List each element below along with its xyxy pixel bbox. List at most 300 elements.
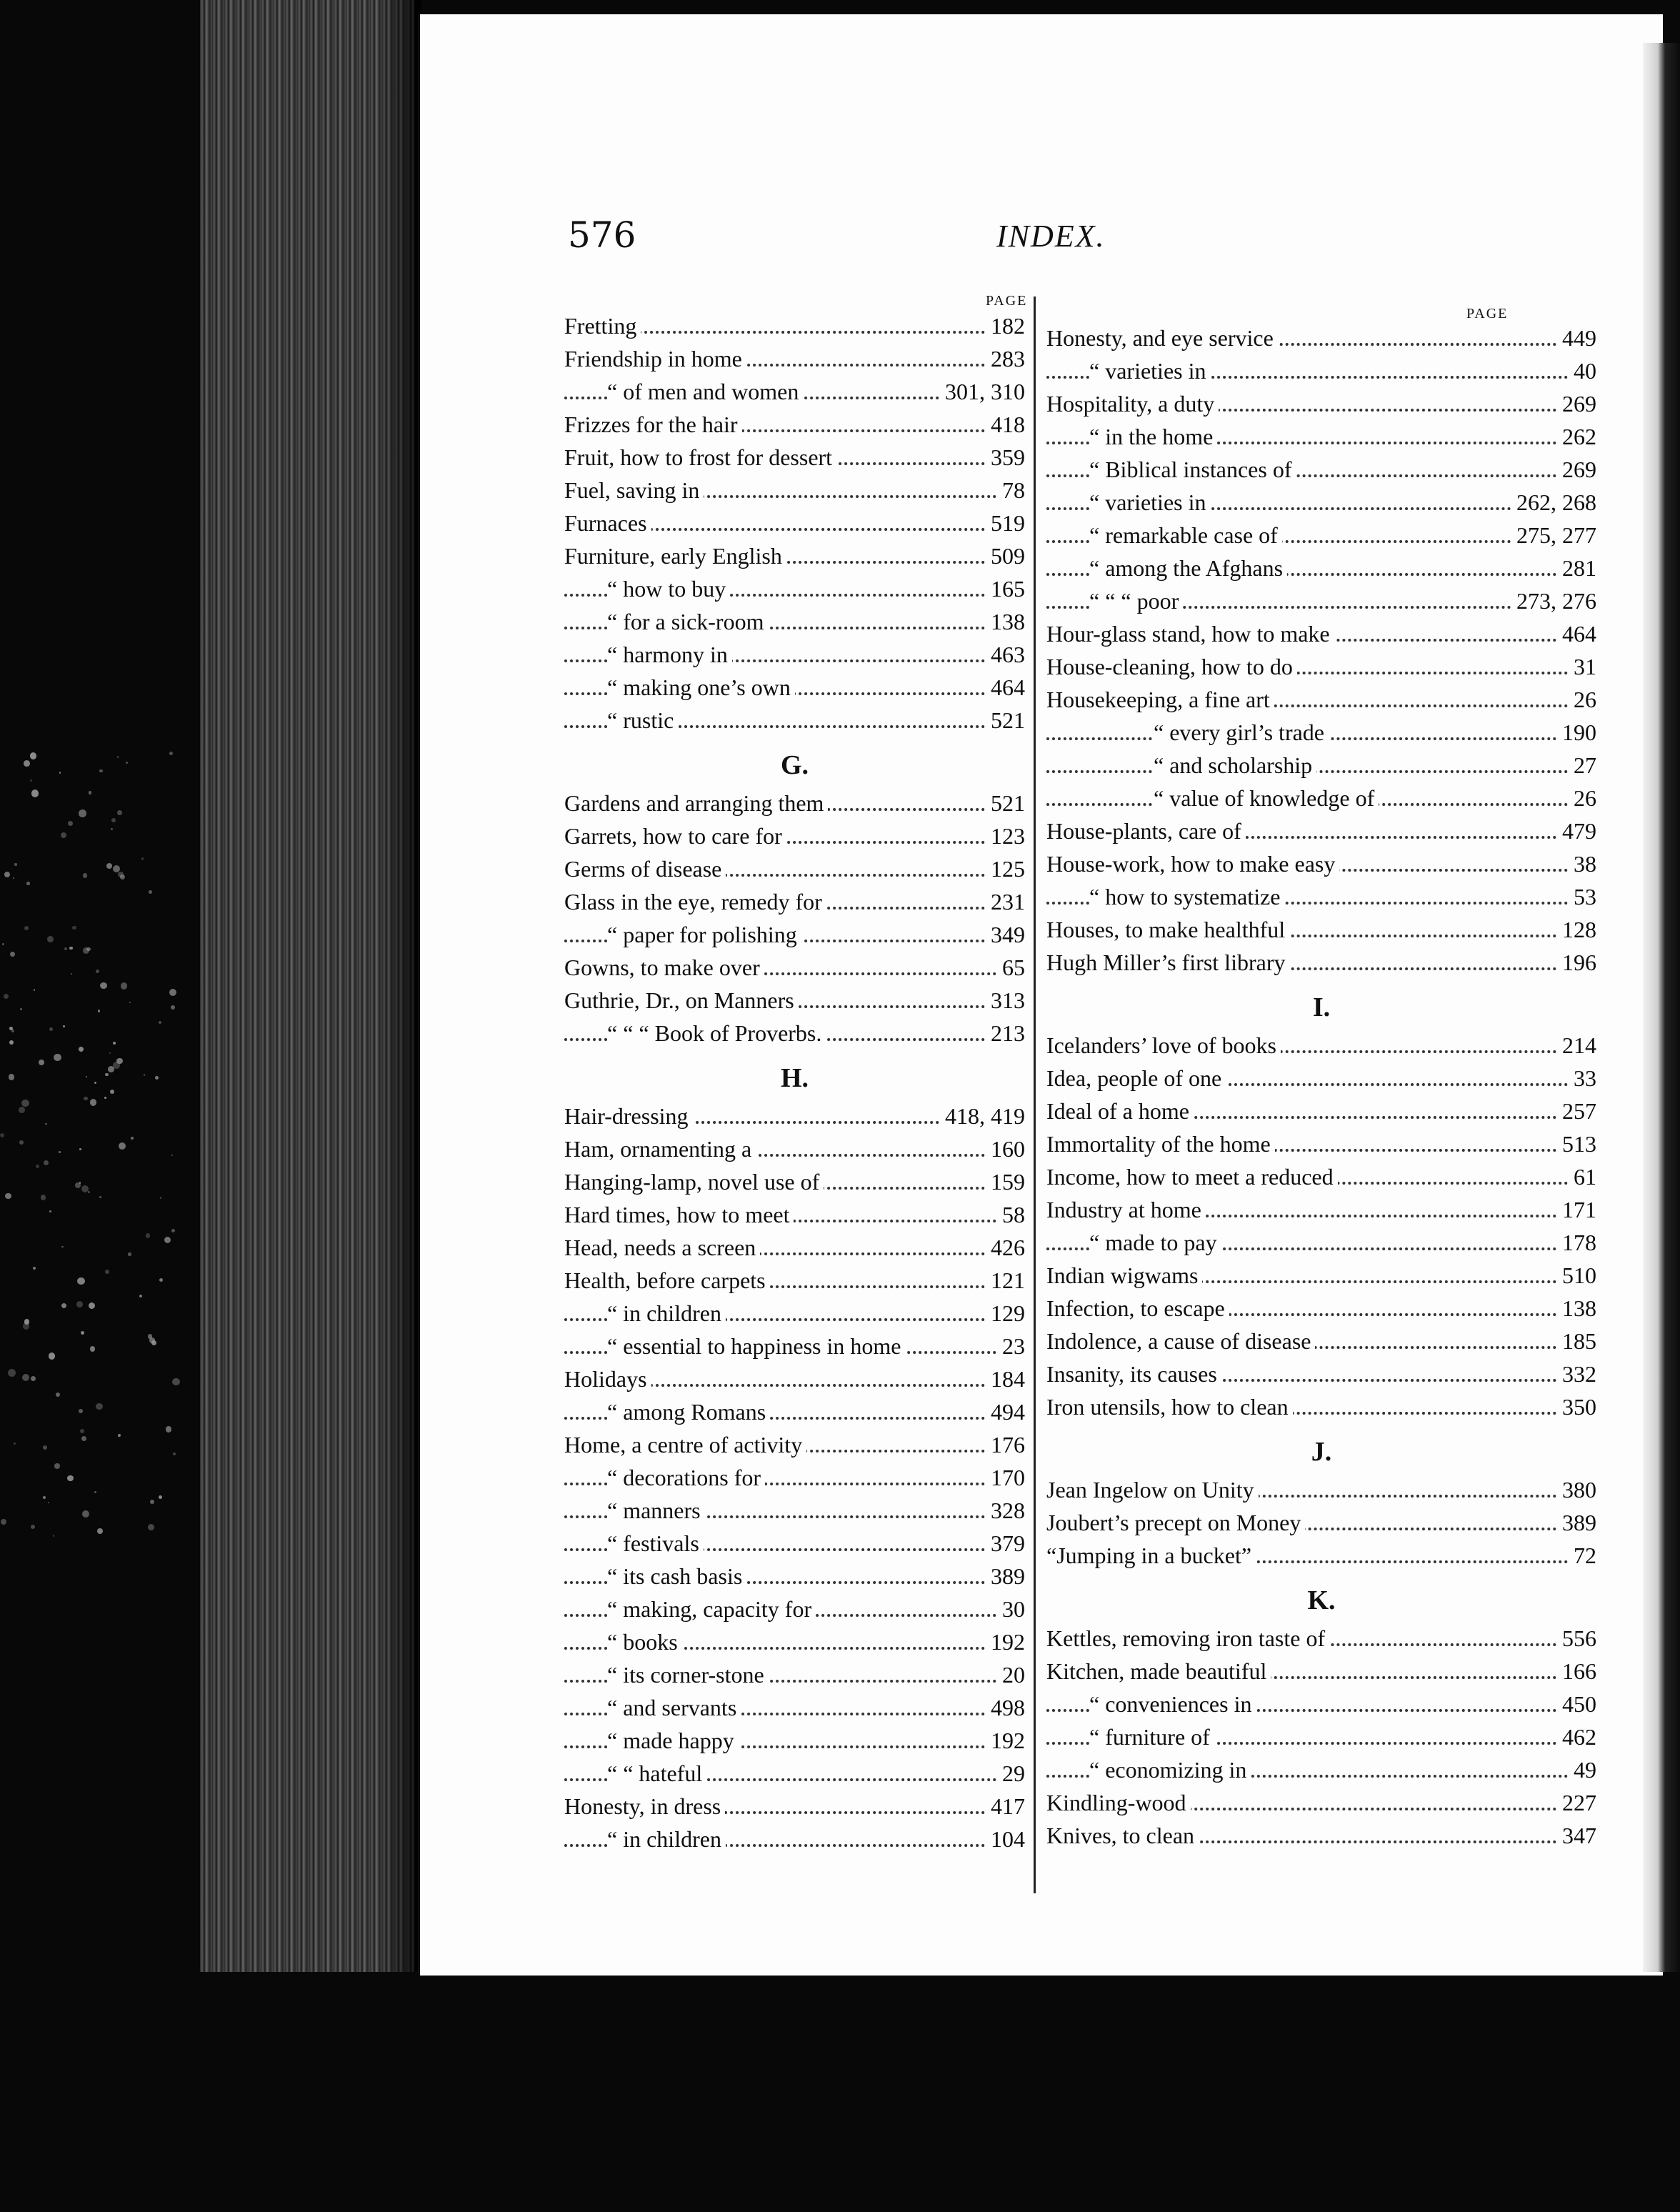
- index-entry-page: 418, 419: [941, 1100, 1025, 1132]
- scan-speck: [31, 1525, 35, 1529]
- letter-heading: K.: [1307, 1585, 1336, 1615]
- index-entry-text: “ in children: [607, 1823, 726, 1855]
- index-entry: [1046, 617, 1596, 650]
- index-entry: [564, 671, 1025, 704]
- scan-speck: [34, 989, 35, 990]
- index-entry-page: 313: [986, 984, 1025, 1017]
- scan-speck: [149, 1337, 155, 1343]
- scan-speck: [159, 1278, 163, 1282]
- index-entry: [564, 605, 1025, 638]
- scan-speck: [5, 1193, 11, 1199]
- scan-speck: [77, 1277, 85, 1285]
- index-entry: [564, 1461, 1025, 1494]
- index-entry-text: Jean Ingelow on Unity: [1046, 1473, 1259, 1506]
- scan-speck: [171, 1229, 175, 1232]
- index-entry-page: 27: [1569, 749, 1596, 782]
- scan-speck: [4, 994, 9, 1000]
- index-entry: [564, 1395, 1025, 1428]
- index-entry: [1046, 1473, 1596, 1506]
- index-entry-text: Hair-dressing: [564, 1100, 693, 1132]
- index-entry: [1046, 584, 1596, 617]
- scan-speck: [99, 1196, 101, 1198]
- index-entry-page: 513: [1558, 1127, 1596, 1160]
- index-entry-page: 257: [1558, 1095, 1596, 1127]
- scan-speck: [84, 1097, 87, 1100]
- index-entry-text: Knives, to clean: [1046, 1819, 1199, 1852]
- index-entry-page: 359: [986, 441, 1025, 474]
- index-entry-page: 40: [1569, 354, 1596, 387]
- scan-speck: [105, 1073, 109, 1077]
- index-entry-text: “ of men and women: [607, 375, 803, 408]
- index-entry-page: 521: [986, 704, 1025, 737]
- scan-speck: [4, 872, 10, 877]
- scan-speck: [47, 936, 54, 942]
- left-index-column: [564, 309, 1025, 1855]
- scan-speck: [21, 1100, 29, 1107]
- scan-speck: [61, 1303, 66, 1308]
- index-entry-page: 521: [986, 787, 1025, 819]
- scan-speck: [139, 1295, 142, 1297]
- scan-speck: [89, 791, 92, 794]
- index-entry-text: “ made happy: [607, 1724, 739, 1757]
- index-entry: [1046, 1292, 1596, 1325]
- index-entry: [564, 1494, 1025, 1527]
- index-entry-page: 61: [1569, 1160, 1596, 1193]
- index-entry: [1046, 1127, 1596, 1160]
- scan-speck: [56, 1393, 60, 1397]
- scan-speck: [155, 1076, 159, 1080]
- scan-speck: [113, 1042, 116, 1045]
- scan-speck: [94, 1082, 96, 1084]
- scan-speck: [0, 1133, 4, 1137]
- scan-speck: [19, 1107, 25, 1113]
- scan-speck: [99, 769, 103, 773]
- scan-speck: [9, 1074, 14, 1080]
- index-entry: [1046, 880, 1596, 913]
- index-entry: [564, 1757, 1025, 1790]
- index-entry: [1046, 1506, 1596, 1539]
- scan-speck: [61, 832, 66, 838]
- index-entry: [1046, 1786, 1596, 1819]
- index-entry-page: 23: [998, 1330, 1025, 1362]
- index-entry-page: 31: [1569, 650, 1596, 683]
- scan-speck: [59, 772, 61, 774]
- index-entry-text: Kettles, removing iron taste of: [1046, 1622, 1329, 1655]
- index-entry-page: 166: [1558, 1655, 1596, 1688]
- index-entry: [564, 1527, 1025, 1560]
- index-entry-text: Head, needs a screen: [564, 1231, 760, 1264]
- index-entry-page: 269: [1558, 387, 1596, 420]
- index-entry: [1046, 486, 1596, 519]
- index-entry-page: 192: [986, 1724, 1025, 1757]
- scan-speck: [79, 809, 86, 817]
- index-entry-text: “ varieties in: [1089, 486, 1210, 519]
- scan-speck: [20, 1008, 22, 1010]
- index-entry: [564, 1330, 1025, 1362]
- index-entry: [564, 1017, 1025, 1050]
- scan-speck: [94, 1491, 96, 1493]
- index-entry-page: 49: [1569, 1753, 1596, 1786]
- index-entry-page: 262, 268: [1512, 486, 1596, 519]
- index-entry: [1046, 1688, 1596, 1720]
- index-entry-page: 159: [986, 1165, 1025, 1198]
- index-entry-page: 464: [1558, 617, 1596, 650]
- index-entry-page: 29: [998, 1757, 1025, 1790]
- index-entry: [564, 951, 1025, 984]
- index-entry-page: 128: [1558, 913, 1596, 946]
- index-entry: [564, 441, 1025, 474]
- scan-speck: [117, 810, 121, 814]
- index-entry-text: Honesty, in dress: [564, 1790, 725, 1823]
- index-entry: [564, 885, 1025, 918]
- index-entry-text: “ varieties in: [1089, 354, 1210, 387]
- index-entry-page: 138: [986, 605, 1025, 638]
- scan-speck: [111, 828, 113, 830]
- index-entry-page: 380: [1558, 1473, 1596, 1506]
- index-entry-text: “ essential to happiness in home: [607, 1330, 905, 1362]
- scan-speck: [121, 982, 127, 989]
- index-entry: [1046, 1819, 1596, 1852]
- scan-speck: [26, 882, 29, 885]
- scan-speck: [169, 752, 173, 755]
- scan-speck: [128, 1252, 131, 1255]
- index-entry-page: 510: [1558, 1259, 1596, 1292]
- index-entry: [1046, 387, 1596, 420]
- index-entry-text: “ festivals: [607, 1527, 704, 1560]
- column-divider: [1034, 297, 1036, 1893]
- index-entry-text: “ rustic: [607, 704, 678, 737]
- scan-speck: [8, 1369, 16, 1377]
- index-entry-page: 350: [1558, 1390, 1596, 1423]
- scan-speck: [141, 857, 144, 860]
- scan-speck: [33, 1267, 36, 1270]
- scan-speck: [109, 1052, 111, 1055]
- index-entry-page: 283: [986, 342, 1025, 375]
- index-entry: [564, 704, 1025, 737]
- index-entry: [564, 1132, 1025, 1165]
- index-entry-page: 262: [1558, 420, 1596, 453]
- index-entry-text: “ and scholarship: [1154, 749, 1316, 782]
- index-entry-page: 449: [1558, 322, 1596, 354]
- index-entry: [1046, 1622, 1596, 1655]
- index-entry: [564, 342, 1025, 375]
- index-entry-text: Income, how to meet a reduced: [1046, 1160, 1338, 1193]
- scan-speck: [10, 952, 14, 956]
- index-entry-page: 379: [986, 1527, 1025, 1560]
- index-entry-page: 556: [1558, 1622, 1596, 1655]
- scan-speck: [96, 970, 99, 973]
- index-entry: [564, 787, 1025, 819]
- index-entry-text: Honesty, and eye service: [1046, 322, 1278, 354]
- scan-speck: [68, 821, 73, 826]
- letter-heading: H.: [780, 1063, 809, 1093]
- index-entry-page: 65: [998, 951, 1025, 984]
- index-entry: [564, 1593, 1025, 1625]
- scan-speck: [146, 1233, 151, 1238]
- scan-speck: [82, 1510, 89, 1518]
- scan-speck: [44, 1160, 49, 1165]
- scan-speck: [172, 1378, 179, 1385]
- scan-speck: [30, 779, 32, 782]
- scan-speck: [97, 1528, 103, 1534]
- scan-speck: [61, 1246, 64, 1248]
- index-entry-text: “ “ hateful: [607, 1757, 706, 1790]
- scan-speck: [90, 1099, 97, 1106]
- index-entry: [1046, 847, 1596, 880]
- index-entry-text: “ furniture of: [1089, 1720, 1214, 1753]
- index-entry-text: Ideal of a home: [1046, 1095, 1194, 1127]
- index-entry-page: 196: [1558, 946, 1596, 979]
- index-entry: [564, 1100, 1025, 1132]
- scan-speck: [63, 1025, 65, 1027]
- scan-speck: [59, 1151, 61, 1153]
- letter-heading: J.: [1311, 1437, 1332, 1467]
- scan-speck: [53, 1535, 54, 1536]
- index-entry: [1046, 1029, 1596, 1062]
- scan-speck: [98, 1010, 100, 1012]
- index-entry: [564, 1297, 1025, 1330]
- index-entry-text: “ decorations for: [607, 1461, 765, 1494]
- index-entry: [564, 1198, 1025, 1231]
- index-entry-page: 328: [986, 1494, 1025, 1527]
- page-right-edge: [1643, 43, 1680, 1972]
- index-entry-page: 26: [1569, 683, 1596, 716]
- index-entry-page: 426: [986, 1231, 1025, 1264]
- spine-shadow: [379, 0, 421, 1972]
- index-entry-text: Joubert’s precept on Money: [1046, 1506, 1305, 1539]
- index-entry: [564, 1823, 1025, 1855]
- index-entry-page: 26: [1569, 782, 1596, 814]
- index-entry: [564, 572, 1025, 605]
- index-entry-page: 176: [986, 1428, 1025, 1461]
- scan-speck: [131, 1137, 134, 1140]
- index-entry-page: 138: [1558, 1292, 1596, 1325]
- scan-speck: [54, 1054, 61, 1061]
- index-entry: [564, 1658, 1025, 1691]
- index-entry-text: Idea, people of one: [1046, 1062, 1226, 1095]
- index-entry: [564, 375, 1025, 408]
- index-entry: [564, 507, 1025, 539]
- index-entry-page: 347: [1558, 1819, 1596, 1852]
- index-entry: [1046, 354, 1596, 387]
- index-entry-text: “ “ “ Book of Proverbs.: [607, 1017, 826, 1050]
- index-entry-text: “ remarkable case of: [1089, 519, 1282, 552]
- index-entry-page: 58: [998, 1198, 1025, 1231]
- index-entry: [564, 1625, 1025, 1658]
- scan-speck: [49, 1352, 56, 1360]
- scan-speck: [13, 877, 15, 880]
- scan-speck: [11, 1030, 14, 1032]
- index-entry-text: Kitchen, made beautiful: [1046, 1655, 1271, 1688]
- scan-speck: [9, 1040, 14, 1045]
- scan-speck: [159, 1021, 161, 1024]
- scan-speck: [144, 1074, 146, 1076]
- scan-speck: [48, 1502, 49, 1503]
- scan-speck: [126, 762, 128, 764]
- scan-speck: [30, 752, 37, 759]
- scan-speck: [22, 1374, 29, 1381]
- left-column-page-label: PAGE: [986, 293, 1028, 309]
- index-entry-text: Furnaces: [564, 507, 651, 539]
- scan-speck: [31, 1376, 36, 1381]
- index-entry: [1046, 1539, 1596, 1572]
- index-entry-text: “ making, capacity for: [607, 1593, 816, 1625]
- scan-speck: [171, 1155, 173, 1156]
- index-entry-text: “ among the Afghans: [1089, 552, 1287, 584]
- scan-speck: [14, 1443, 16, 1445]
- index-entry-text: “ in children: [607, 1297, 726, 1330]
- scan-speck: [19, 1140, 24, 1145]
- index-entry-text: Hard times, how to meet: [564, 1198, 794, 1231]
- scan-speck: [173, 1453, 176, 1455]
- index-entry-page: 349: [986, 918, 1025, 951]
- scan-speck: [81, 1185, 89, 1192]
- index-entry-text: “ Biblical instances of: [1089, 453, 1296, 486]
- scan-speck: [83, 873, 87, 877]
- index-entry: [564, 1691, 1025, 1724]
- index-entry-page: 53: [1569, 880, 1596, 913]
- index-entry: [564, 1231, 1025, 1264]
- right-index-column: [1046, 322, 1596, 1852]
- index-entry: [564, 1428, 1025, 1461]
- scan-speck: [118, 1434, 121, 1437]
- letter-heading: G.: [780, 750, 809, 780]
- index-entry: [1046, 782, 1596, 814]
- index-entry-text: Home, a centre of activity: [564, 1428, 806, 1461]
- index-entry-page: 389: [986, 1560, 1025, 1593]
- index-entry-page: 182: [986, 309, 1025, 342]
- index-entry-page: 462: [1558, 1720, 1596, 1753]
- index-entry: [1046, 1095, 1596, 1127]
- index-entry: [564, 1264, 1025, 1297]
- index-entry-text: House-plants, care of: [1046, 814, 1246, 847]
- index-entry-text: “Jumping in a bucket”: [1046, 1539, 1256, 1572]
- index-entry-page: 231: [986, 885, 1025, 918]
- index-entry-page: 38: [1569, 847, 1596, 880]
- index-entry-page: 121: [986, 1264, 1025, 1297]
- index-entry-page: 213: [986, 1017, 1025, 1050]
- index-entry: [564, 918, 1025, 951]
- index-entry-page: 301, 310: [941, 375, 1025, 408]
- index-entry-page: 104: [986, 1823, 1025, 1855]
- index-entry-text: Indian wigwams: [1046, 1259, 1202, 1292]
- index-entry: [1046, 1753, 1596, 1786]
- index-entry-text: Gardens and arranging them: [564, 787, 828, 819]
- index-entry-text: “ how to systematize: [1089, 880, 1284, 913]
- index-entry: [1046, 716, 1596, 749]
- index-entry: [1046, 1193, 1596, 1226]
- index-entry: [1046, 1325, 1596, 1357]
- index-entry: [1046, 1357, 1596, 1390]
- index-entry: [564, 1790, 1025, 1823]
- scan-speck: [69, 947, 73, 950]
- index-entry-text: “ making one’s own: [607, 671, 795, 704]
- scan-speck: [24, 760, 30, 767]
- index-entry-page: 275, 277: [1512, 519, 1596, 552]
- index-entry: [564, 1560, 1025, 1593]
- scan-speck: [96, 1403, 103, 1410]
- scan-speck: [54, 1463, 59, 1468]
- index-entry-text: Fuel, saving in: [564, 474, 704, 507]
- index-entry: [1046, 946, 1596, 979]
- scan-speck: [110, 1090, 114, 1094]
- index-entry-text: Hanging-lamp, novel use of: [564, 1165, 824, 1198]
- index-entry-page: 185: [1558, 1325, 1596, 1357]
- scan-speck: [64, 947, 67, 950]
- index-entry: [1046, 1390, 1596, 1423]
- scan-speck: [111, 818, 116, 822]
- scan-speck: [119, 1142, 126, 1150]
- index-entry-text: “ value of knowledge of: [1154, 782, 1379, 814]
- index-entry-page: 160: [986, 1132, 1025, 1165]
- scan-speck: [45, 1123, 47, 1125]
- index-entry-text: Hugh Miller’s first library: [1046, 946, 1289, 979]
- index-entry-page: 332: [1558, 1357, 1596, 1390]
- index-entry-page: 418: [986, 408, 1025, 441]
- index-entry: [564, 1165, 1025, 1198]
- index-entry: [1046, 814, 1596, 847]
- index-entry-text: “ “ “ poor: [1089, 584, 1183, 617]
- scan-speck: [79, 1182, 81, 1183]
- index-entry-text: Houses, to make healthful: [1046, 913, 1289, 946]
- index-entry: [1046, 1160, 1596, 1193]
- index-entry-text: “ books: [607, 1625, 682, 1658]
- index-entry-text: Hour-glass stand, how to make: [1046, 617, 1334, 650]
- scan-speck: [160, 1197, 162, 1199]
- scan-speck: [81, 1331, 84, 1335]
- index-entry-text: Guthrie, Dr., on Manners: [564, 984, 799, 1017]
- index-entry-text: Health, before carpets: [564, 1264, 770, 1297]
- index-entry: [1046, 650, 1596, 683]
- index-entry-page: 165: [986, 572, 1025, 605]
- scan-speck: [90, 1346, 95, 1351]
- index-entry-text: Ham, ornamenting a: [564, 1132, 756, 1165]
- scan-speck: [166, 1426, 172, 1433]
- index-entry-page: 417: [986, 1790, 1025, 1823]
- index-entry-text: Furniture, early English: [564, 539, 786, 572]
- index-entry-text: Kindling-wood: [1046, 1786, 1191, 1819]
- index-entry-page: 227: [1558, 1786, 1596, 1819]
- index-entry-text: Garrets, how to care for: [564, 819, 786, 852]
- index-entry-page: 281: [1558, 552, 1596, 584]
- index-entry-text: Iron utensils, how to clean: [1046, 1390, 1293, 1423]
- scan-speck: [24, 1319, 29, 1324]
- scan-speck: [31, 789, 39, 797]
- scan-speck: [71, 973, 72, 975]
- index-entry-page: 171: [1558, 1193, 1596, 1226]
- index-entry: [564, 309, 1025, 342]
- index-entry-text: Germs of disease: [564, 852, 726, 885]
- scan-speck: [105, 1270, 109, 1274]
- scan-speck: [39, 1060, 44, 1065]
- index-entry-page: 125: [986, 852, 1025, 885]
- index-entry-page: 33: [1569, 1062, 1596, 1095]
- index-entry-page: 509: [986, 539, 1025, 572]
- scan-speck: [169, 989, 176, 996]
- index-entry: [1046, 420, 1596, 453]
- scan-speck: [9, 1027, 13, 1030]
- scan-speck: [129, 1002, 131, 1003]
- index-entry: [1046, 1062, 1596, 1095]
- scan-speck: [86, 1076, 87, 1077]
- index-entry: [1046, 519, 1596, 552]
- scan-speck: [79, 1047, 84, 1052]
- index-entry-text: “ harmony in: [607, 638, 732, 671]
- index-entry-text: Industry at home: [1046, 1193, 1206, 1226]
- index-entry-page: 269: [1558, 453, 1596, 486]
- index-entry-text: Infection, to escape: [1046, 1292, 1229, 1325]
- scan-speck: [14, 863, 16, 865]
